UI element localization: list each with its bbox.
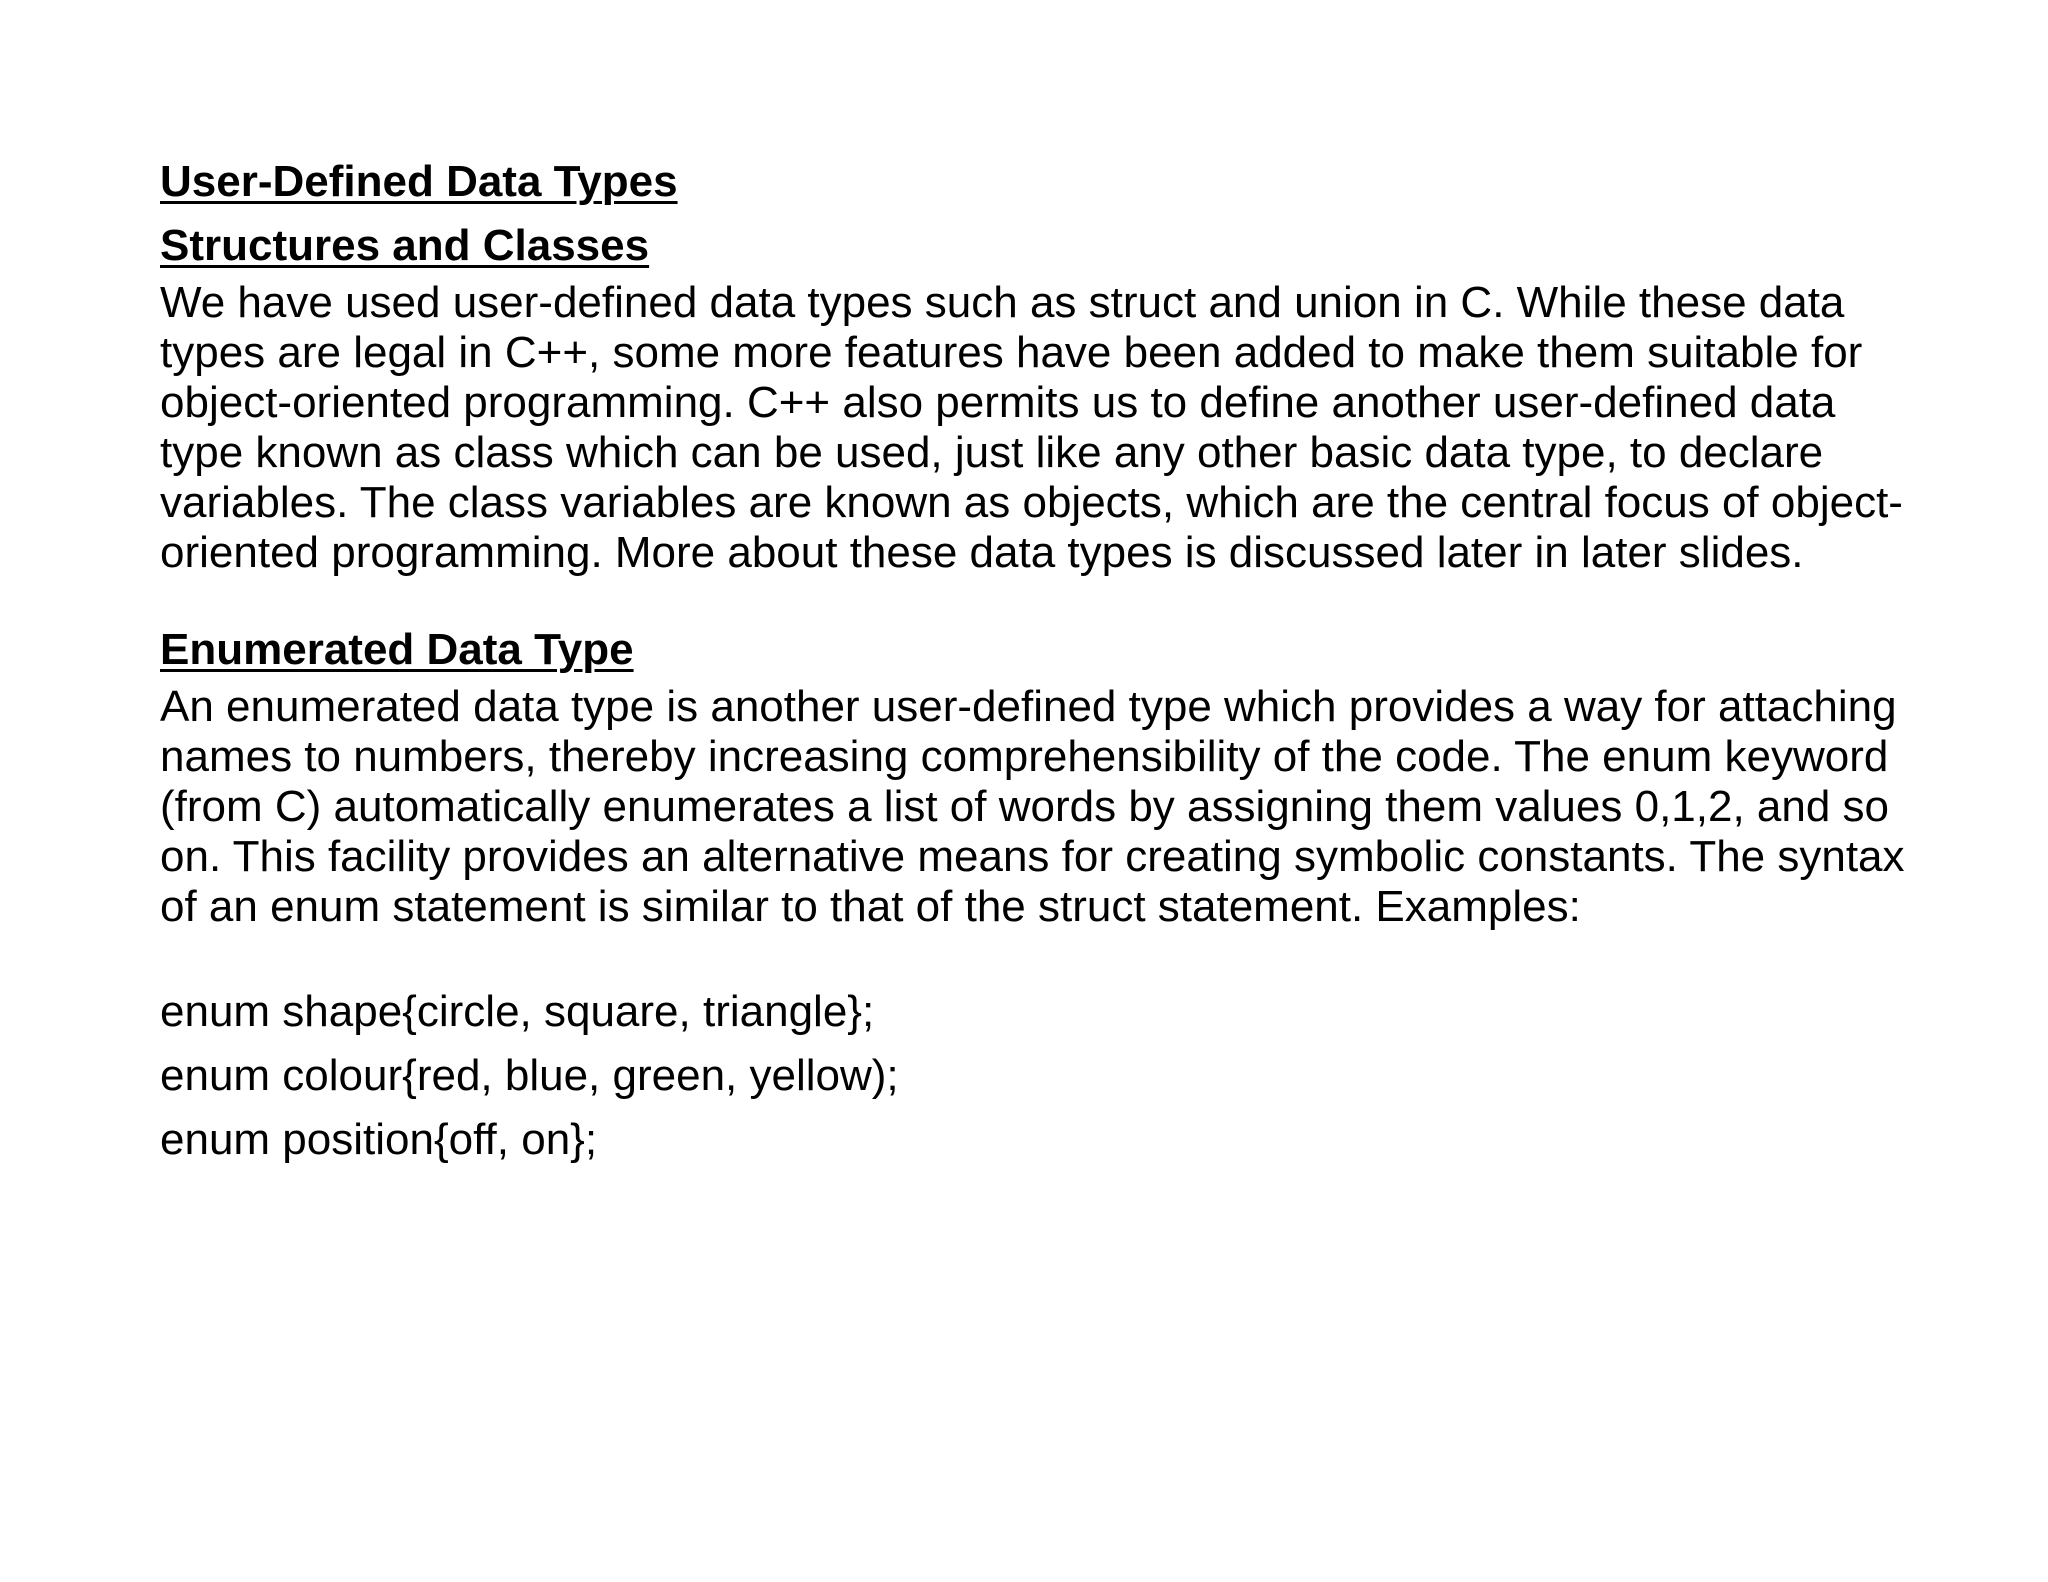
enum-example-line: enum shape{circle, square, triangle}; — [160, 987, 875, 1036]
enum-example-line: enum colour{red, blue, green, yellow); — [160, 1051, 899, 1100]
section-subtitle-structures-and-classes: Structures and Classes — [160, 221, 650, 270]
spacer — [160, 932, 1920, 980]
section-title-user-defined-data-types: User-Defined Data Types — [160, 157, 678, 206]
slide-content — [160, 150, 1920, 1172]
enum-example-line: enum position{off, on}; — [160, 1115, 598, 1164]
paragraph-structures-and-classes: We have used user-defined data types such as struct and union in C. While these data types are legal in C++, some more features have been added to make them suitable for object-oriented programming. C++ also permits us to define another user-defined data type known as class which can be used, just like any other basic data type, to declare variables. The class variables are known as objects, which are the central focus of object-oriented programming. More about these data types is discussed later in later slides. — [160, 278, 1903, 577]
paragraph-enumerated-data-type: An enumerated data type is another user-defined type which provides a way for attaching names to numbers, thereby increasing comprehensibility of the code. The enum keyword (from C) automatically enumerates a list of words by assigning them values 0,1,2, and so on. This facility provides an alternative means for creating symbolic constants. The syntax of an enum statement is similar to that of the struct statement. Examples: — [160, 682, 1905, 931]
section-title-enumerated-data-type: Enumerated Data Type — [160, 625, 634, 674]
spacer — [160, 578, 1920, 618]
enum-examples — [160, 980, 1920, 1172]
